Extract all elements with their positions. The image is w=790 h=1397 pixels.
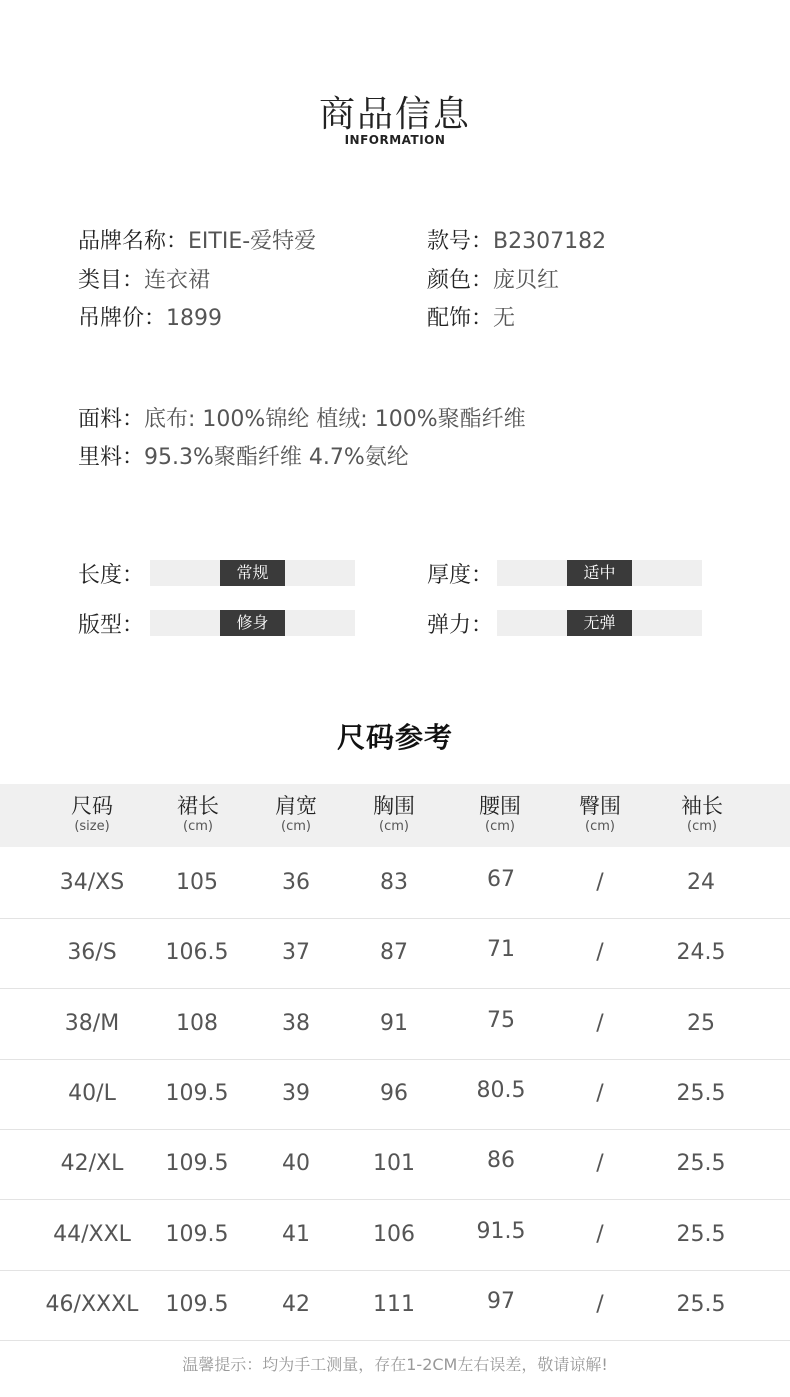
fabric-label: 面料：	[78, 407, 145, 432]
fabric-info	[78, 402, 526, 433]
lining-info	[78, 440, 409, 471]
cell-sleeve: 25.5	[676, 1221, 726, 1247]
header-size-name: 尺码	[71, 794, 113, 818]
price-value: 1899	[166, 306, 223, 331]
header-shoulder-unit: (cm)	[281, 819, 311, 834]
cell-hip: /	[596, 1151, 604, 1177]
thickness-label: 厚度：	[427, 563, 494, 588]
fabric-value: 底布: 100%锦纶 植绒: 100%聚酯纤维	[144, 407, 526, 432]
cell-size: 36/S	[67, 940, 117, 966]
header-waist-name: 腰围	[479, 794, 521, 818]
cell-bust: 106	[373, 1221, 415, 1247]
accessory-label: 配饰：	[427, 306, 494, 331]
cell-dress-length: 106.5	[165, 940, 229, 966]
header-shoulder-name: 肩宽	[275, 794, 317, 818]
cell-dress-length: 109.5	[165, 1080, 229, 1106]
header-hip-unit: (cm)	[585, 819, 615, 834]
cell-dress-length: 105	[176, 870, 218, 895]
fit-label: 版型：	[78, 613, 145, 638]
cell-bust: 91	[380, 1010, 408, 1036]
header-hip	[545, 794, 655, 836]
thickness-bar	[497, 560, 702, 586]
color-value: 庞贝红	[493, 268, 560, 293]
cell-waist: 80.5	[476, 1077, 526, 1103]
header-size	[37, 794, 147, 836]
cell-sleeve: 25.5	[676, 1080, 726, 1106]
cell-hip: /	[596, 1010, 604, 1036]
cell-size: 46/XXXL	[45, 1291, 139, 1317]
cell-size: 40/L	[68, 1080, 116, 1106]
cell-dress-length: 108	[176, 1010, 218, 1036]
stretch-label: 弹力：	[427, 613, 494, 638]
stretch-tag: 无弹	[567, 610, 632, 636]
size-chart-title: 尺码参考	[336, 721, 453, 754]
header-dress-length-unit: (cm)	[183, 819, 213, 834]
header-dress-length	[143, 794, 253, 836]
header-sleeve-unit: (cm)	[687, 819, 717, 834]
cell-waist: 97	[487, 1288, 515, 1314]
table-row	[0, 1059, 790, 1130]
table-row	[0, 1200, 790, 1271]
header-bust-name: 胸围	[373, 794, 415, 818]
price-label: 吊牌价：	[78, 306, 167, 331]
fit-tag: 修身	[220, 610, 285, 636]
cell-shoulder: 39	[282, 1080, 310, 1106]
measurement-note: 温馨提示：均为手工测量，存在1-2CM左右误差，敬请谅解!	[182, 1355, 608, 1374]
cell-shoulder: 36	[282, 870, 310, 895]
cell-hip: /	[596, 1080, 604, 1106]
header-bust	[339, 794, 449, 836]
cell-sleeve: 25.5	[676, 1291, 726, 1317]
cell-sleeve: 24	[687, 870, 715, 895]
cell-bust: 83	[380, 870, 408, 895]
category-value: 连衣裙	[144, 268, 211, 293]
header-hip-name: 臀围	[579, 794, 621, 818]
brand-value: EITIE-爱特爱	[188, 229, 317, 254]
lining-value: 95.3%聚酯纤维 4.7%氨纶	[144, 445, 409, 470]
cell-size: 34/XS	[59, 870, 125, 895]
cell-hip: /	[596, 940, 604, 966]
accessory-value: 无	[493, 306, 516, 331]
length-bar	[150, 560, 355, 586]
cell-shoulder: 42	[282, 1291, 310, 1317]
cell-waist: 86	[487, 1148, 515, 1174]
category-label: 类目：	[78, 268, 145, 293]
length-label: 长度：	[78, 563, 145, 588]
brand-label: 品牌名称：	[78, 229, 189, 254]
page-title: 商品信息	[318, 94, 471, 135]
cell-waist: 91.5	[476, 1218, 526, 1244]
cell-bust: 111	[373, 1291, 415, 1317]
cell-sleeve: 24.5	[676, 940, 726, 966]
brand-info	[78, 224, 316, 255]
header-shoulder	[241, 794, 351, 836]
cell-hip: /	[596, 870, 604, 895]
cell-size: 42/XL	[60, 1151, 124, 1177]
cell-sleeve: 25.5	[676, 1151, 726, 1177]
lining-label: 里料：	[78, 445, 145, 470]
table-row	[0, 1129, 790, 1200]
cell-bust: 96	[380, 1080, 408, 1106]
header-sleeve-name: 袖长	[681, 794, 723, 818]
cell-bust: 87	[380, 940, 408, 966]
cell-waist: 71	[487, 937, 515, 963]
style-info	[427, 224, 606, 255]
cell-bust: 101	[373, 1151, 415, 1177]
cell-hip: /	[596, 1221, 604, 1247]
table-row	[0, 1270, 790, 1341]
header-waist-unit: (cm)	[485, 819, 515, 834]
fit-bar	[150, 610, 355, 636]
header-size-unit: (size)	[74, 819, 110, 834]
cell-size: 44/XXL	[53, 1221, 131, 1247]
stretch-bar	[497, 610, 702, 636]
category-info	[78, 263, 210, 294]
color-label: 颜色：	[427, 268, 494, 293]
cell-hip: /	[596, 1291, 604, 1317]
header-sleeve	[647, 794, 757, 836]
color-info	[427, 263, 559, 294]
cell-shoulder: 40	[282, 1151, 310, 1177]
cell-dress-length: 109.5	[165, 1221, 229, 1247]
accessory-info	[427, 301, 515, 332]
thickness-tag: 适中	[567, 560, 632, 586]
price-info	[78, 301, 222, 332]
cell-waist: 67	[487, 867, 515, 892]
cell-shoulder: 41	[282, 1221, 310, 1247]
table-row	[0, 848, 790, 919]
table-row	[0, 918, 790, 989]
page-subtitle: INFORMATION	[344, 133, 446, 147]
table-row	[0, 989, 790, 1060]
style-value: B2307182	[493, 229, 607, 254]
cell-shoulder: 38	[282, 1010, 310, 1036]
cell-dress-length: 109.5	[165, 1291, 229, 1317]
length-tag: 常规	[220, 560, 285, 586]
header-waist	[445, 794, 555, 836]
header-dress-length-name: 裙长	[177, 794, 219, 818]
cell-size: 38/M	[64, 1010, 120, 1036]
size-table-header	[0, 784, 790, 847]
style-label: 款号：	[427, 229, 494, 254]
header-bust-unit: (cm)	[379, 819, 409, 834]
cell-sleeve: 25	[687, 1010, 715, 1036]
cell-dress-length: 109.5	[165, 1151, 229, 1177]
cell-waist: 75	[487, 1007, 515, 1033]
cell-shoulder: 37	[282, 940, 310, 966]
